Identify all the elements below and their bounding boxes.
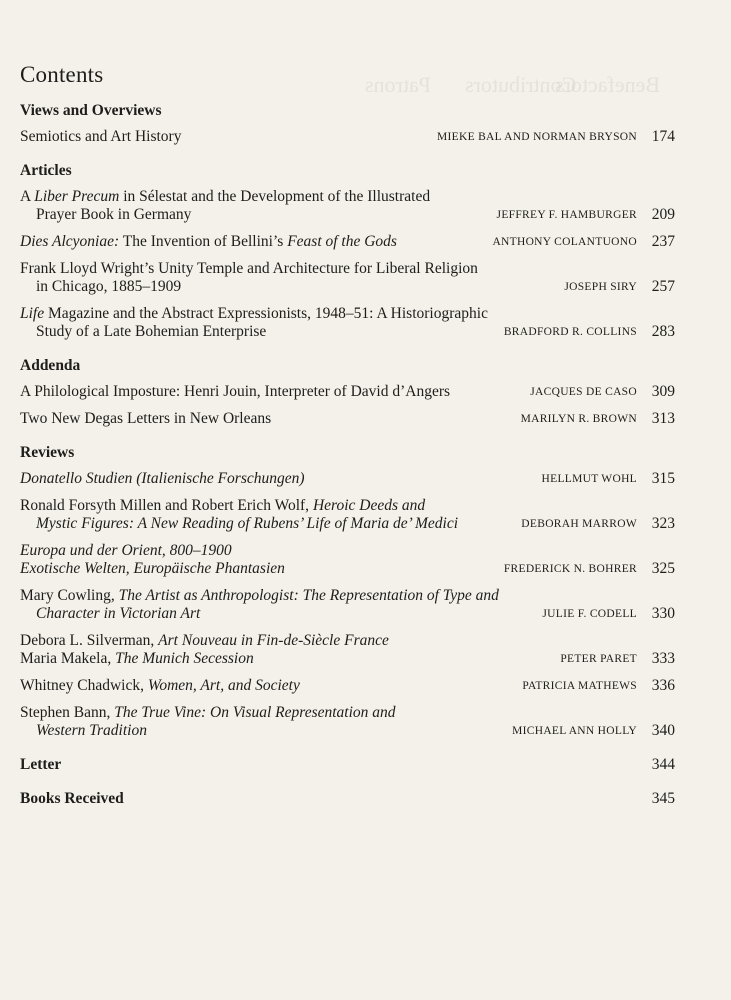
section-title-articles: Articles <box>20 162 72 179</box>
entry-author: HELLMUT WOHL <box>541 473 637 485</box>
entry-title: A Philological Imposture: Henri Jouin, Interpreter of David d’Angers <box>20 383 451 400</box>
entry-page: 209 <box>651 206 675 223</box>
entry-title: Dies Alcyoniae: The Invention of Bellini’s Feast of the Gods <box>20 233 397 250</box>
toc-entry[interactable] <box>20 188 675 224</box>
section-articles <box>20 162 675 341</box>
entry-title: Two New Degas Letters in New Orleans <box>20 410 272 427</box>
entry-page: 344 <box>651 756 675 773</box>
entry-title: Ronald Forsyth Millen and Robert Erich Wolf, Heroic Deeds and Mystic Figures: A New Reading of Rubens’ Life of Maria de’ Medici <box>20 497 459 532</box>
entry-page: 257 <box>651 278 675 295</box>
showthrough-benefactors: Benefactors <box>555 72 661 97</box>
section-addenda <box>20 357 675 428</box>
entry-title: Frank Lloyd Wright’s Unity Temple and Architecture for Liberal Religion in Chicago, 1885–1909 <box>20 260 478 295</box>
entry-author: JOSEPH SIRY <box>564 281 637 293</box>
toc-entry[interactable] <box>20 632 675 668</box>
toc-entry[interactable] <box>20 128 675 146</box>
entry-author: JEFFREY F. HAMBURGER <box>496 209 637 221</box>
contents-page <box>20 62 675 817</box>
entry-title: Mary Cowling, The Artist as Anthropologist: The Representation of Type and Character in Victorian Art <box>20 587 499 622</box>
toc-entry[interactable] <box>20 470 675 488</box>
toc-entry[interactable] <box>20 260 675 296</box>
entry-page: 333 <box>651 650 675 667</box>
entry-title: Europa und der Orient, 800–1900 Exotische Welten, Europäische Phantasien <box>20 542 285 577</box>
section-reviews <box>20 444 675 740</box>
showthrough-contributors: Contributors <box>465 72 577 97</box>
entry-author: MIEKE BAL AND NORMAN BRYSON <box>437 131 637 143</box>
section-title-letter: Letter <box>20 756 62 773</box>
entry-page: 309 <box>651 383 675 400</box>
showthrough-patrons: Patrons <box>365 72 431 97</box>
entry-author: FREDERICK N. BOHRER <box>503 563 637 575</box>
entry-author: PETER PARET <box>560 653 637 665</box>
toc-entry-letter[interactable] <box>20 756 675 774</box>
entry-title: Debora L. Silverman, Art Nouveau in Fin-de-Siècle France Maria Makela, The Munich Secession <box>20 632 389 667</box>
toc-entry[interactable] <box>20 233 675 251</box>
toc-entry[interactable] <box>20 587 675 623</box>
entry-author: JULIE F. CODELL <box>542 608 637 620</box>
entry-author: MARILYN R. BROWN <box>520 413 637 425</box>
toc-entry[interactable] <box>20 497 675 533</box>
toc-entry[interactable] <box>20 410 675 428</box>
entry-page: 283 <box>651 323 675 340</box>
entry-page: 323 <box>651 515 675 532</box>
entry-page: 345 <box>651 790 675 807</box>
toc-entry[interactable] <box>20 677 675 695</box>
entry-page: 330 <box>651 605 675 622</box>
toc-entry[interactable] <box>20 383 675 401</box>
toc-entry-books-received[interactable] <box>20 790 675 808</box>
section-title-books-received: Books Received <box>20 790 124 807</box>
entry-title: A Liber Precum in Sélestat and the Development of the Illustrated Prayer Book in Germany <box>20 188 431 223</box>
entry-page: 237 <box>651 233 675 250</box>
entry-page: 313 <box>651 410 675 427</box>
entry-author: DEBORAH MARROW <box>521 518 637 530</box>
section-views <box>20 102 675 146</box>
entry-author: BRADFORD R. COLLINS <box>503 326 637 338</box>
entry-page: 336 <box>651 677 675 694</box>
section-title-reviews: Reviews <box>20 444 75 461</box>
entry-title: Semiotics and Art History <box>20 128 182 145</box>
toc-entry[interactable] <box>20 704 675 740</box>
entry-author: ANTHONY COLANTUONO <box>492 236 637 248</box>
entry-page: 340 <box>651 722 675 739</box>
section-title-addenda: Addenda <box>20 357 81 374</box>
entry-title: Donatello Studien (Italienische Forschungen) <box>20 470 305 487</box>
entry-page: 174 <box>651 128 675 145</box>
toc-entry[interactable] <box>20 305 675 341</box>
entry-title: Life Magazine and the Abstract Expressionists, 1948–51: A Historiographic Study of a Late Bohemian Enterprise <box>20 305 488 340</box>
entry-page: 315 <box>651 470 675 487</box>
entry-author: PATRICIA MATHEWS <box>522 680 637 692</box>
entry-page: 325 <box>651 560 675 577</box>
entry-author: JACQUES DE CASO <box>530 386 637 398</box>
entry-author: MICHAEL ANN HOLLY <box>512 725 637 737</box>
section-title-views: Views and Overviews <box>20 102 162 119</box>
page-title: Contents <box>20 62 104 87</box>
entry-title: Stephen Bann, The True Vine: On Visual Representation and Western Tradition <box>20 704 396 739</box>
toc-entry[interactable] <box>20 542 675 578</box>
entry-title: Whitney Chadwick, Women, Art, and Society <box>20 677 300 694</box>
